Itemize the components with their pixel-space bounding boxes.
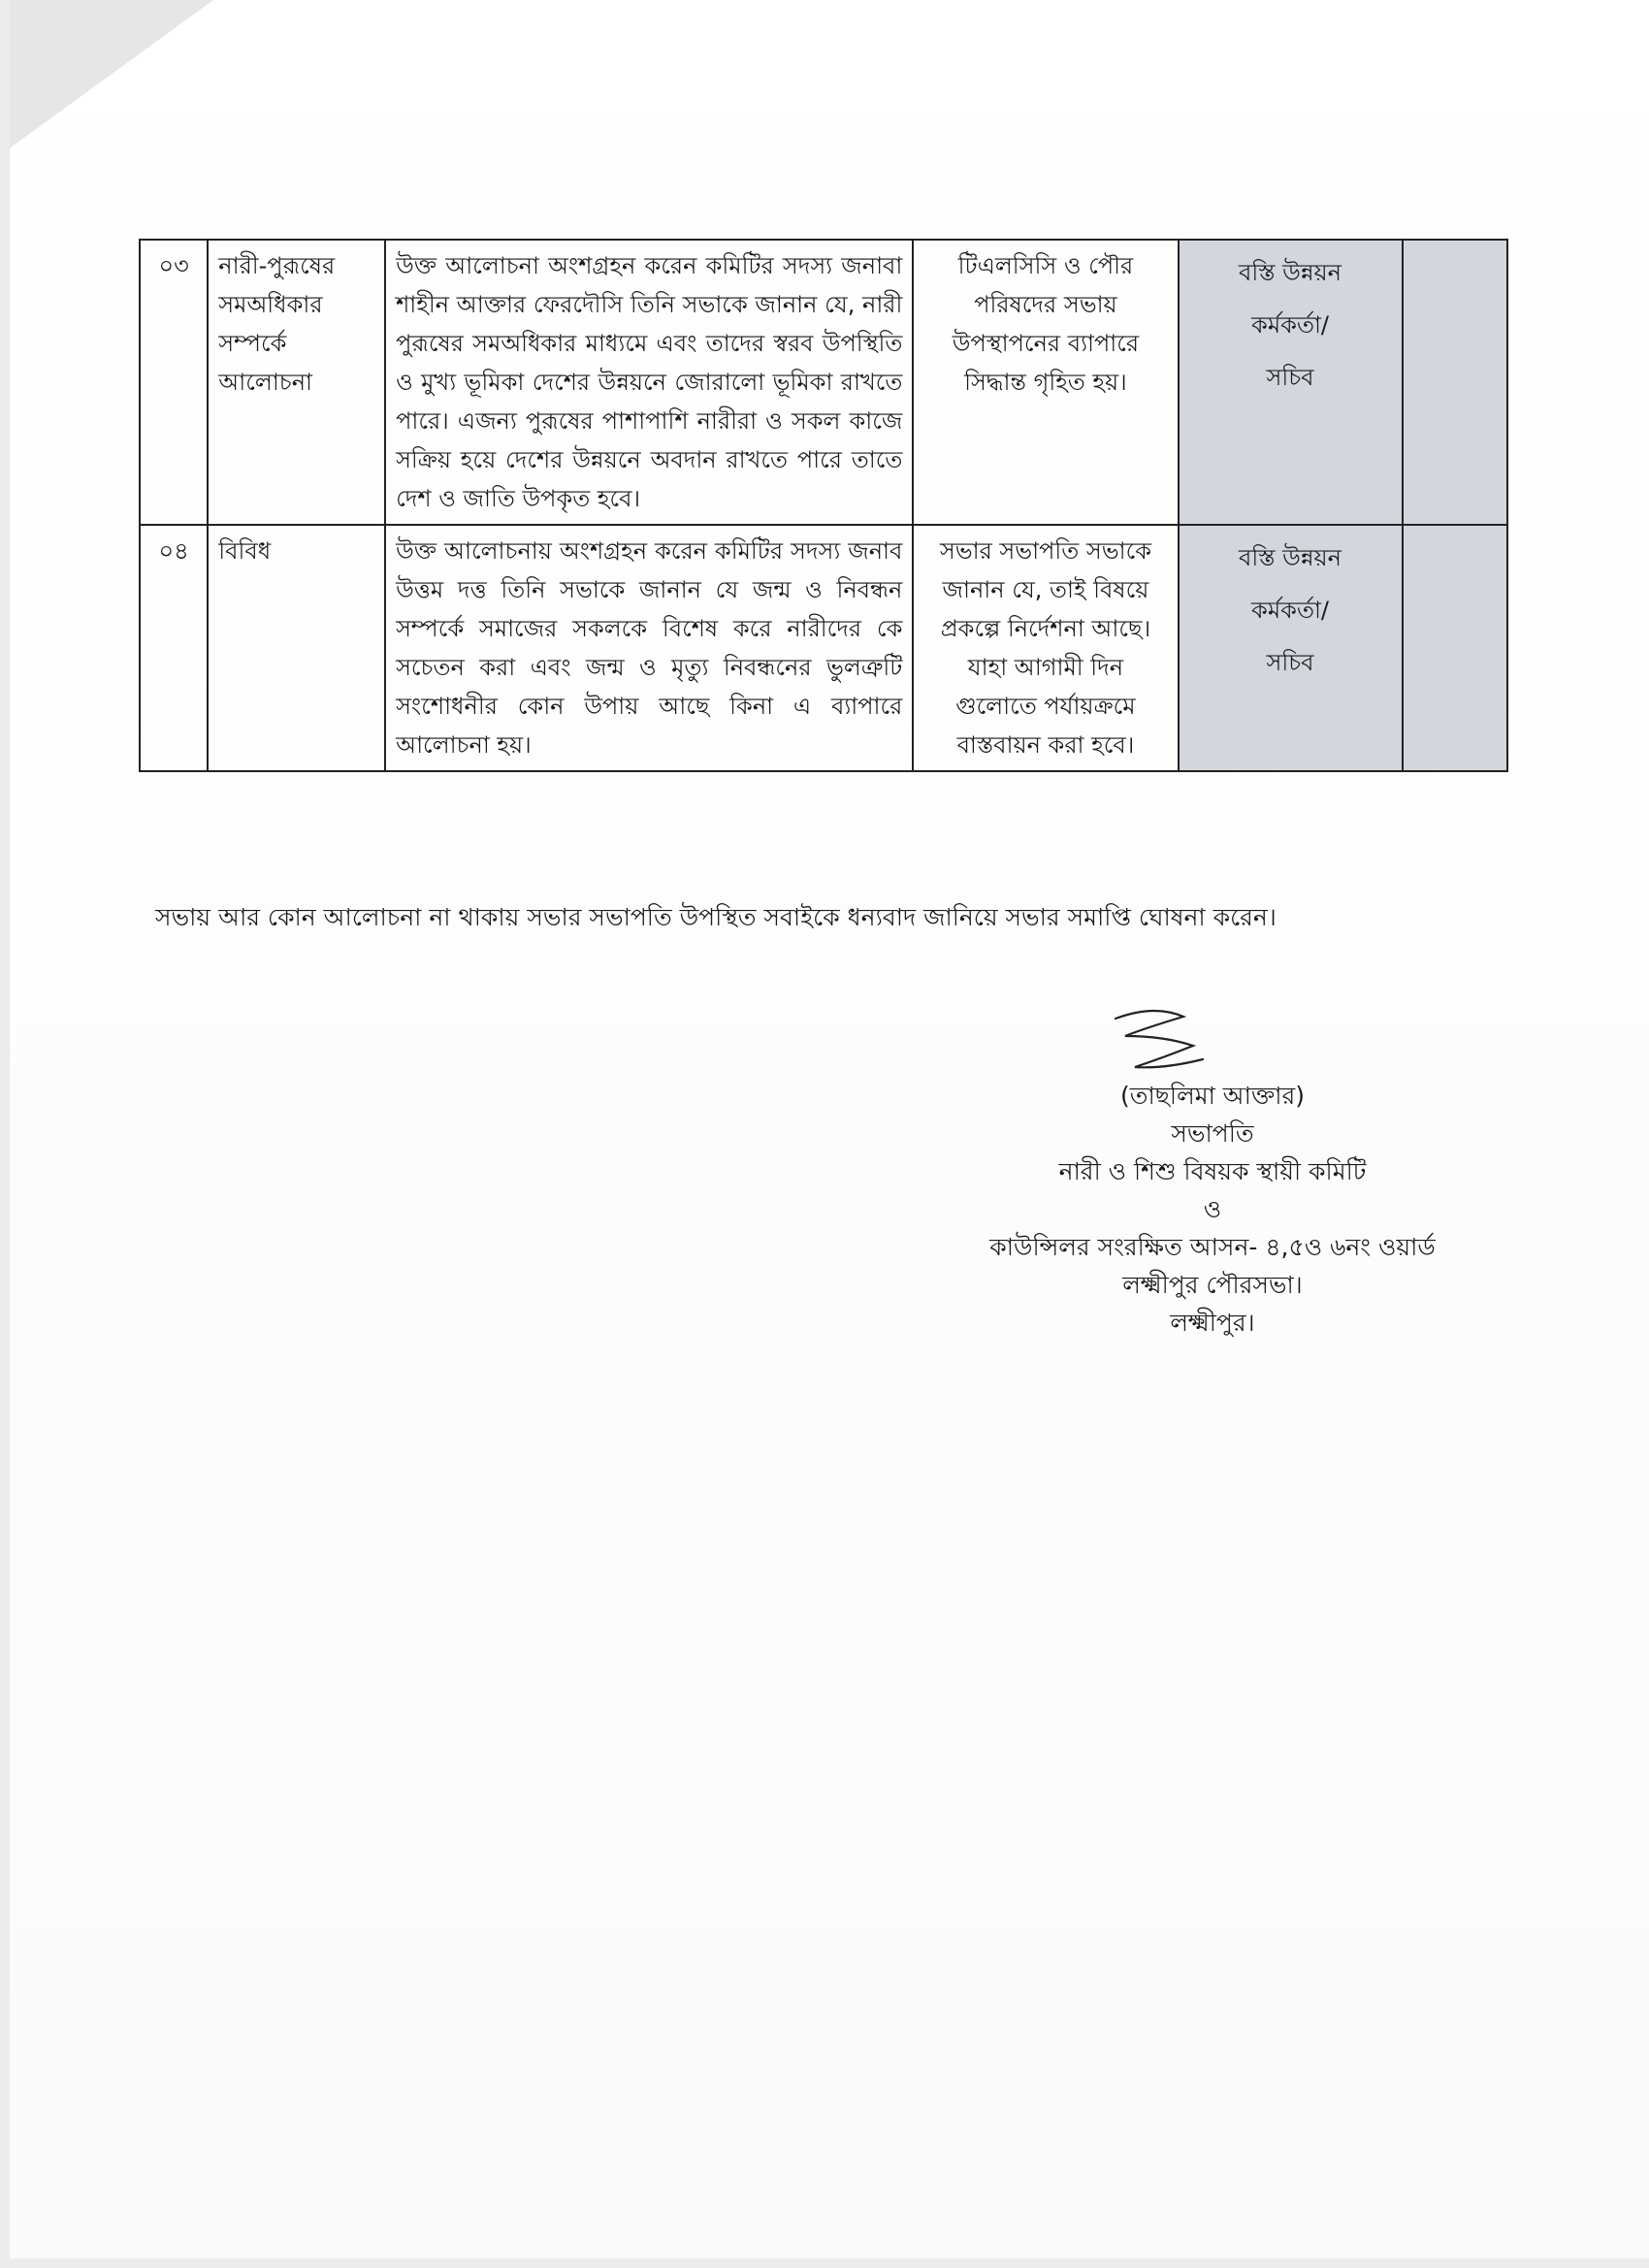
responsible-cell bbox=[1179, 240, 1403, 525]
table-row bbox=[140, 240, 1507, 525]
topic-cell: নারী-পুরূষের সমঅধিকার সম্পর্কে আলোচনা bbox=[208, 240, 385, 525]
signature-block bbox=[873, 1077, 1552, 1342]
discussion-cell: উক্ত আলোচনা অংশগ্রহন করেন কমিটির সদস্য জনাবা শাহীন আক্তার ফেরদৌসি তিনি সভাকে জানান যে, নারী পুরূষের সমঅধিকার মাধ্যমে এবং তাদের স্বরব উপস্থিতি ও মুখ্য ভূমিকা দেশের উন্নয়নে জোরালো ভূমিকা রাখতে পারে। এজন্য পুরূষের পাশাপাশি নারীরা ও সকল কাজে সক্রিয় হয়ে দেশের উন্নয়নে অবদান রাখতে পারে তাতে দেশ ও জাতি উপকৃত হবে। bbox=[385, 240, 913, 525]
responsible-line: কর্মকর্তা/ bbox=[1251, 311, 1329, 339]
responsible-line: সচিব bbox=[1266, 364, 1314, 391]
closing-statement: সভায় আর কোন আলোচনা না থাকায় সভার সভাপতি উপস্থিত সবাইকে ধন্যবাদ জানিয়ে সভার সমাপ্তি ঘোষনা করেন। bbox=[155, 903, 1277, 931]
signatory-name: (তাছলিমা আক্তার) bbox=[1120, 1082, 1305, 1110]
responsible-line: বস্তি উন্নয়ন bbox=[1239, 259, 1342, 286]
signatory-role: সভাপতি bbox=[1171, 1119, 1254, 1148]
serial-cell: ০৩ bbox=[140, 240, 208, 525]
topic-cell: বিবিধ bbox=[208, 525, 385, 771]
decision-cell: টিএলসিসি ও পৌর পরিষদের সভায় উপস্থাপনের ব্যাপারে সিদ্ধান্ত গৃহিত হয়। bbox=[913, 240, 1178, 525]
remarks-cell bbox=[1403, 240, 1508, 525]
responsible-line: সচিব bbox=[1266, 649, 1314, 676]
page-edge-bottom bbox=[0, 2258, 1649, 2268]
minutes-table bbox=[139, 239, 1508, 772]
signatory-municipality: লক্ষ্মীপুর পৌরসভা। bbox=[1122, 1271, 1303, 1299]
signatory-conjunction: ও bbox=[1203, 1195, 1222, 1223]
page-edge-left bbox=[0, 0, 10, 2268]
signature-mark bbox=[1106, 999, 1222, 1086]
serial-cell: ০৪ bbox=[140, 525, 208, 771]
signatory-committee: নারী ও শিশু বিষয়ক স্থায়ী কমিটি bbox=[1058, 1157, 1367, 1185]
signatory-seat: কাউন্সিলর সংরক্ষিত আসন- ৪,৫ও ৬নং ওয়ার্ড bbox=[989, 1233, 1436, 1261]
responsible-line: বস্তি উন্নয়ন bbox=[1239, 544, 1342, 571]
remarks-cell bbox=[1403, 525, 1508, 771]
table-row bbox=[140, 525, 1507, 771]
folded-corner bbox=[0, 0, 213, 155]
responsible-line: কর্মকর্তা/ bbox=[1251, 597, 1329, 624]
responsible-cell bbox=[1179, 525, 1403, 771]
signatory-district: লক্ষ্মীপুর। bbox=[1170, 1309, 1255, 1337]
decision-cell: সভার সভাপতি সভাকে জানান যে, তাই বিষয়ে প্রকল্পে নির্দেশনা আছে। যাহা আগামী দিন গুলোতে পর্যায়ক্রমে বাস্তবায়ন করা হবে। bbox=[913, 525, 1178, 771]
discussion-cell: উক্ত আলোচনায় অংশগ্রহন করেন কমিটির সদস্য জনাব উত্তম দত্ত তিনি সভাকে জানান যে জন্ম ও নিবন্ধন সম্পর্কে সমাজের সকলকে বিশেষ করে নারীদের কে সচেতন করা এবং জন্ম ও মৃত্যু নিবন্ধনের ভুলত্রুটি সংশোধনীর কোন উপায় আছে কিনা এ ব্যাপারে আলোচনা হয়। bbox=[385, 525, 913, 771]
